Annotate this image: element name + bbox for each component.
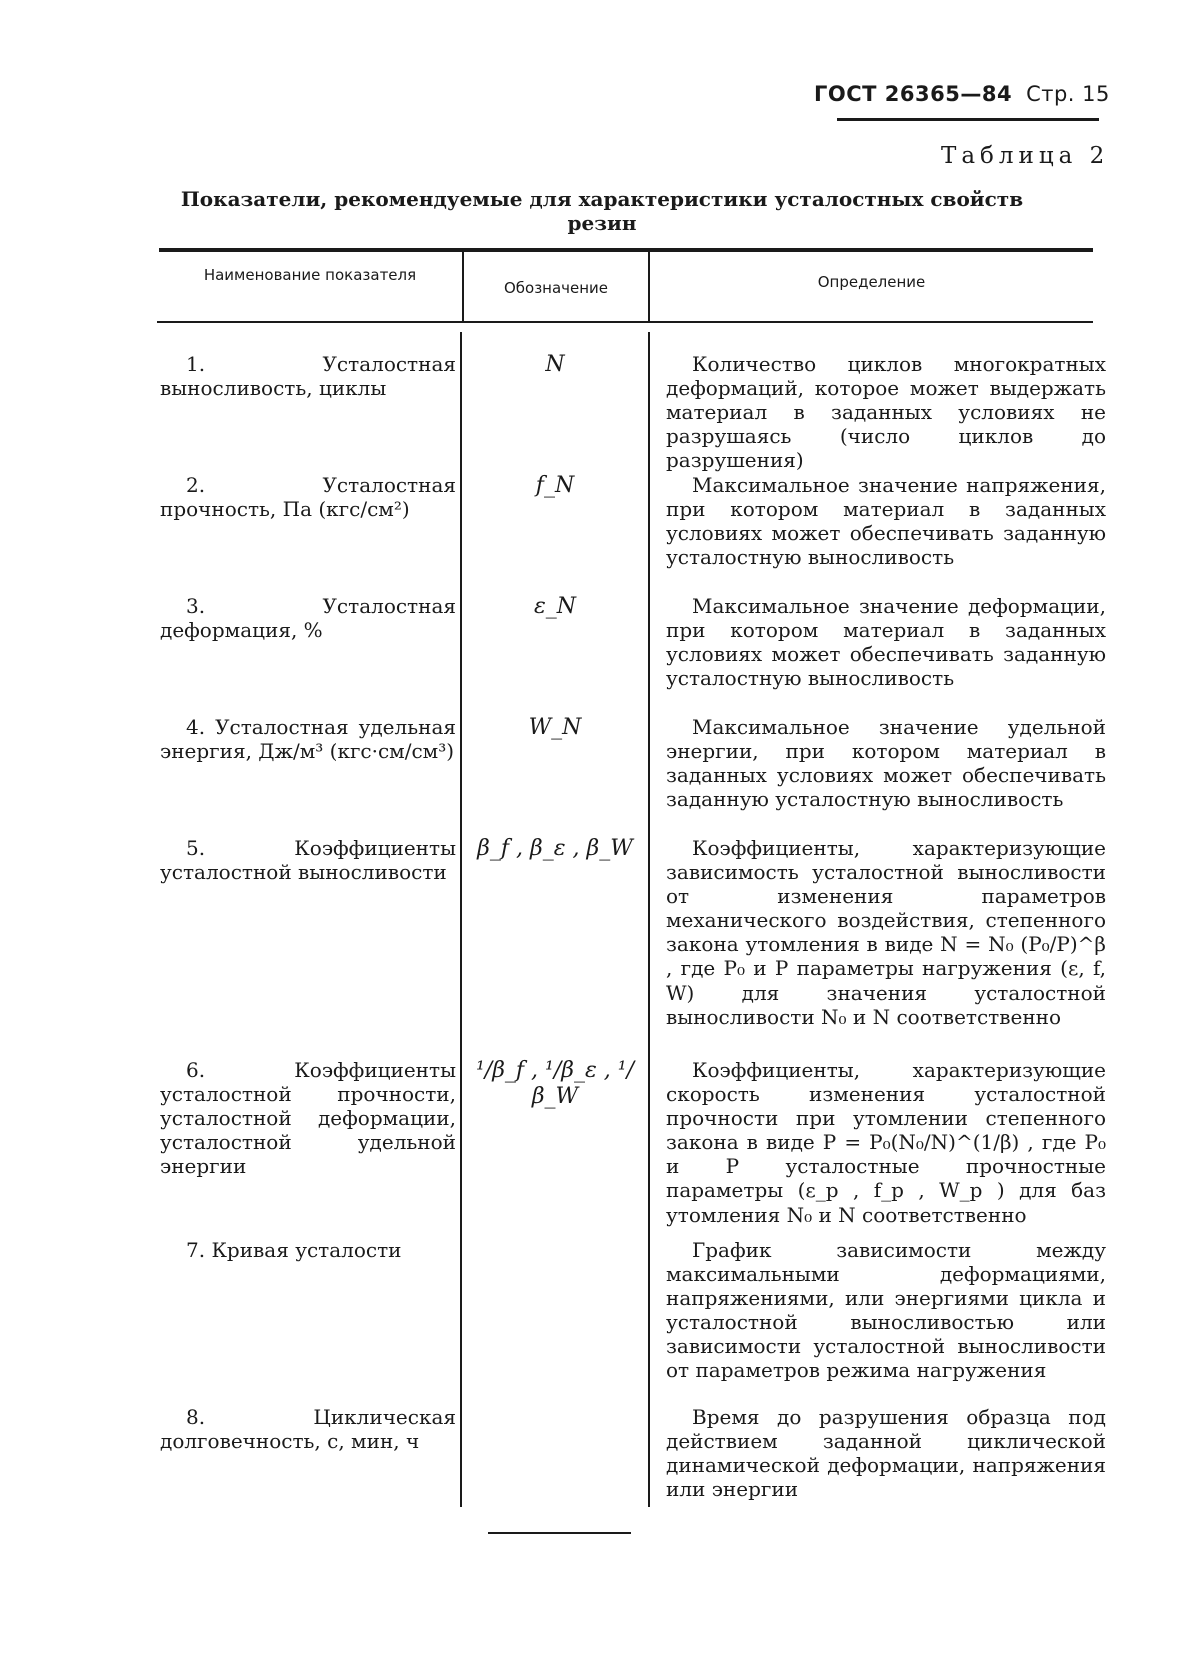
table-end-rule (488, 1532, 631, 1534)
header-bottom-rule (157, 321, 1093, 323)
indicator-symbol: β_f , β_ε , β_W (477, 836, 633, 861)
column-header-definition: Определение (817, 273, 926, 291)
indicator-definition: Максимальное значение напряжения, при котором материал в заданных условиях может обеспечивать заданную усталостную выносливость (666, 473, 1106, 570)
table-label: Таблица 2 (941, 143, 1110, 169)
standard-number: ГОСТ 26365—84 (814, 82, 1013, 106)
table-top-rule (159, 248, 1093, 252)
indicator-definition: Количество циклов многократных деформаций, которое может выдержать материал в заданных условиях не разрушаясь (число циклов до разрушения) (666, 352, 1106, 473)
indicator-name: 5. Коэффициенты усталостной выносливости (160, 836, 456, 884)
indicator-definition: Максимальное значение деформации, при котором материал в заданных условиях может обеспечивать заданную усталостную выносливость (666, 594, 1106, 691)
indicator-name: 1. Усталостная выносливость, циклы (160, 352, 456, 400)
indicator-definition: График зависимости между максимальными деформациями, напряжениями, или энергиями цикла и усталостной выносливостью или зависимости усталостной выносливости от параметров режима нагружения (666, 1238, 1106, 1383)
indicator-symbol: W_N (528, 715, 582, 740)
indicator-symbol: ε_N (533, 594, 577, 619)
indicator-name: 6. Коэффициенты усталостной прочности, усталостной деформации, усталостной удельной энергии (160, 1058, 456, 1178)
indicator-name: 2. Усталостная прочность, Па (кгс/см²) (160, 473, 456, 521)
indicator-name: 8. Циклическая долговечность, с, мин, ч (160, 1405, 456, 1453)
table-title: Показатели, рекомендуемые для характеристики усталостных свойств резин (180, 187, 1024, 235)
indicator-definition: Максимальное значение удельной энергии, при котором материал в заданных условиях может обеспечивать заданную усталостную выносливость (666, 715, 1106, 812)
header-rule (837, 118, 1099, 121)
indicator-name: 3. Усталостная деформация, % (160, 594, 456, 642)
indicator-symbol: ¹/β_f , ¹/β_ε , ¹/β_W (475, 1058, 635, 1109)
indicator-symbol: N (545, 352, 565, 377)
indicator-definition: Коэффициенты, характеризующие скорость изменения усталостной прочности при утомлении степенного закона в виде P = P₀(N₀/N)^(1/β) , где P₀ и P усталостные прочностные параметры (ε_p , f_p , W_p ) для баз утомления N₀ и N соответственно (666, 1058, 1106, 1227)
column-header-name: Наименование показателя (203, 266, 417, 284)
indicator-definition: Коэффициенты, характеризующие зависимость усталостной выносливости от изменения параметров механического воздействия, степенного закона утомления в виде N = N₀ (P₀/P)^β , где P₀ и P параметры нагружения (ε, f, W) для значения усталостной выносливости N₀ и N соответственно (666, 836, 1106, 1029)
indicator-name: 4. Усталостная удельная энергия, Дж/м³ (кгс·см/см³) (160, 715, 456, 763)
indicator-symbol: f_N (535, 473, 575, 498)
page-number: Стр. 15 (1026, 82, 1110, 106)
indicator-definition: Время до разрушения образца под действием заданной циклической динамической деформации, напряжения или энергии (666, 1405, 1106, 1502)
column-divider-1 (460, 332, 462, 1507)
column-header-symbol: Обозначение (503, 279, 609, 297)
indicator-name: 7. Кривая усталости (186, 1238, 402, 1262)
column-divider-2 (648, 332, 650, 1507)
page-header (814, 82, 1110, 106)
